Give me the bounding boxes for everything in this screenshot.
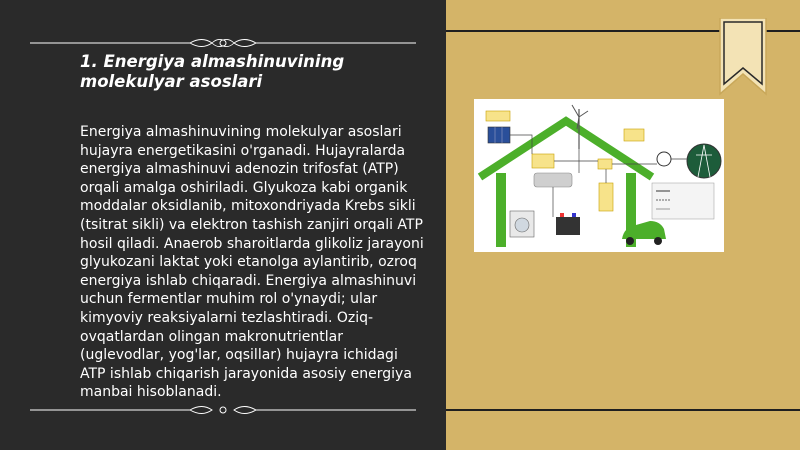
bookmark-ribbon-icon (718, 18, 768, 96)
bottom-rule (446, 409, 800, 411)
energy-system-diagram-icon (474, 99, 724, 252)
bottom-ornament-icon (30, 403, 416, 417)
top-ornament-icon (30, 36, 416, 50)
slide-title: 1. Energiya almashinuvining molekulyar asoslari (80, 52, 345, 91)
slide-body-text: Energiya almashinuvining molekulyar asoslari hujayra energetikasini o'rganadi. Hujayralarda energiya almashinuvi adenozin trifosfat (ATP) orqali amalga oshiriladi. Glyukoza kabi organik moddalar oksidlanib, mitoxondriyada Krebs sikli (tsitrat sikli) va elektron tashish zanjiri orqali ATP hosil qiladi. Anaerob sharoitlarda glikoliz jarayoni glyukozani laktat yoki etanolga aylantirib, ozroq energiya ishlab chiqaradi. Energiya almashinuvi uchun fermentlar muhim rol o'ynaydi; ular kimyoviy reaksiyalarni tezlashtiradi. Oziq-ovqatlardan olingan makronutrientlar (uglevodlar, yog'lar, oqsillar) hujayra ichidagi ATP ishlab chiqarish jarayonida asosiy energiya manbai hisoblanadi. (80, 124, 424, 401)
